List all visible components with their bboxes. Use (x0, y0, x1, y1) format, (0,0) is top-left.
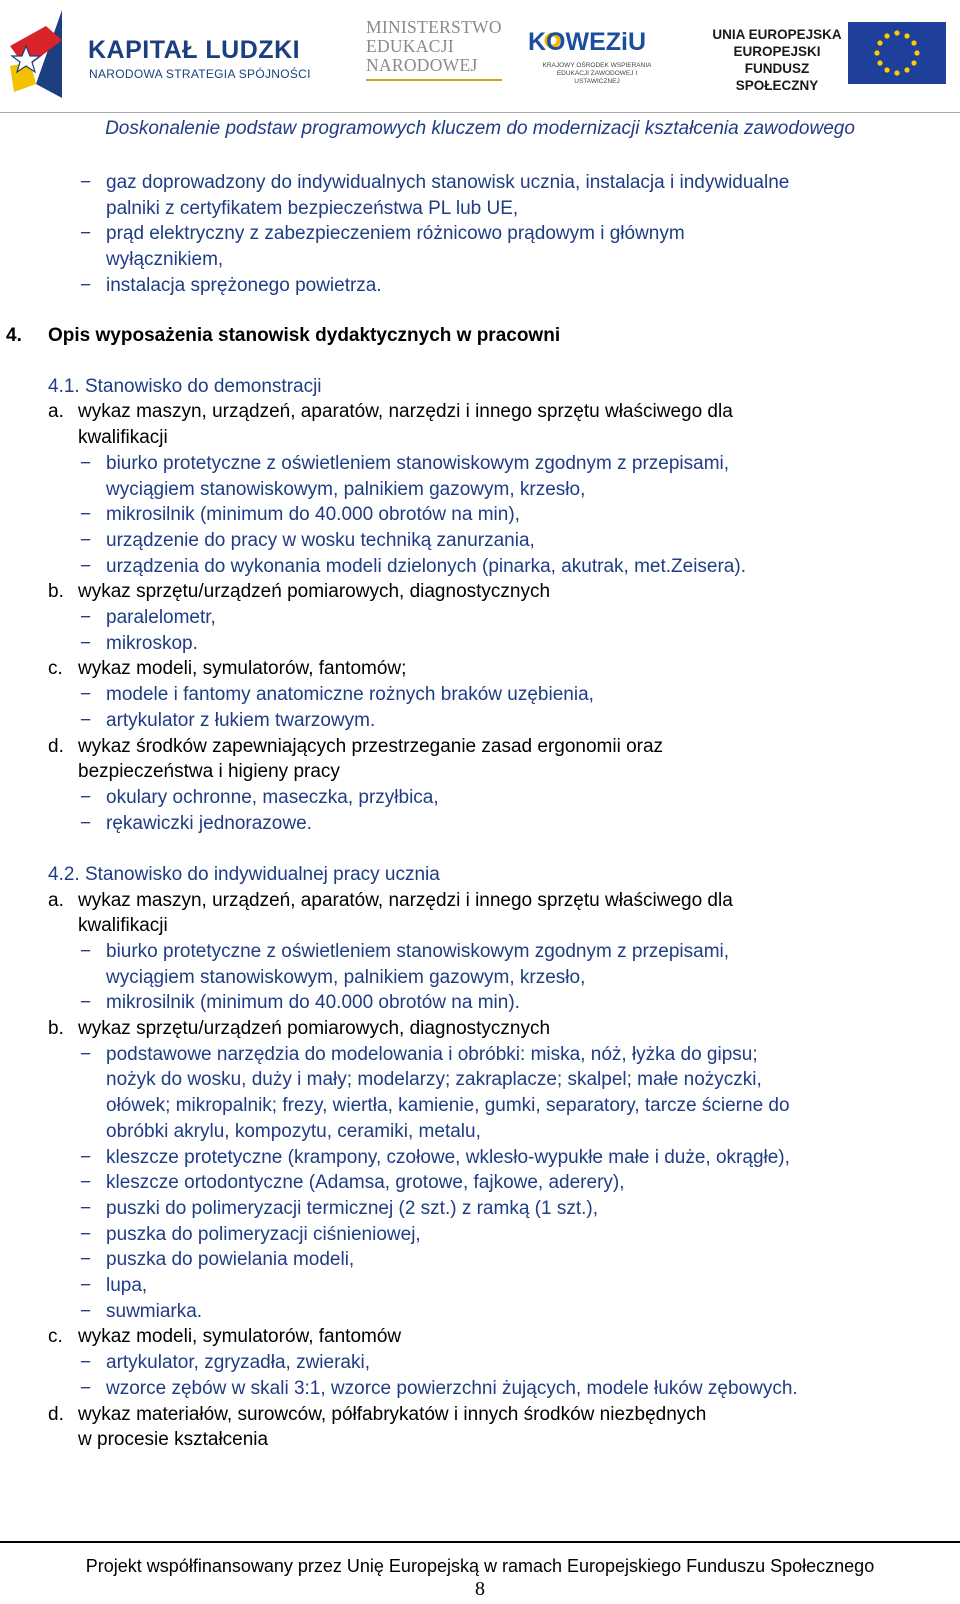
header-rule (0, 112, 960, 113)
list-text: wykaz materiałów, surowców, półfabrykatów i innych środków niezbędnych (78, 1403, 707, 1425)
text-line-cont (106, 1093, 790, 1119)
item-text: prąd elektryczny z zabezpieczeniem różnicowo prądowym i głównym (106, 223, 685, 245)
text-line-dash (80, 1042, 758, 1068)
dash-bullet: − (80, 223, 92, 245)
text-line-letter (48, 1324, 402, 1350)
text-line-lcont (78, 425, 168, 451)
dash-bullet: − (80, 1275, 92, 1296)
text-line-cont (106, 196, 518, 222)
dash-bullet: − (80, 632, 92, 654)
text-line-dash (80, 682, 594, 708)
text-line-lcont (78, 1427, 268, 1453)
text-line-dash (80, 1273, 148, 1299)
text-line-dash (80, 273, 382, 299)
dash-bullet: − (80, 555, 92, 577)
page-number: 8 (475, 1578, 485, 1600)
dash-bullet: − (80, 1352, 92, 1374)
footer-text: Projekt współfinansowany przez Unię Europejską w ramach Europejskiego Funduszu Społecznego (85, 1556, 875, 1576)
list-text: bezpieczeństwa i higieny pracy (78, 761, 340, 783)
item-text: puszka do polimeryzacji ciśnieniowej, (106, 1223, 421, 1245)
dash-bullet: − (80, 940, 92, 962)
text-line-dash (80, 1222, 421, 1248)
text-line-dash (80, 221, 685, 247)
dash-bullet: − (80, 992, 92, 1014)
list-letter: b. (48, 581, 64, 603)
list-text: kwalifikacji (78, 427, 168, 449)
dash-bullet: − (80, 607, 92, 628)
text-line-dash (80, 1376, 798, 1402)
text-line-dash (80, 939, 730, 965)
list-letter: a. (48, 889, 64, 911)
dash-bullet: − (80, 274, 92, 296)
dash-bullet: − (80, 709, 92, 731)
text-line-cont (106, 1067, 762, 1093)
item-text: biurko protetyczne z oświetleniem stanowiskowym zgodnym z przepisami, (106, 940, 730, 962)
item-text: instalacja sprężonego powietrza. (106, 274, 382, 296)
list-letter: d. (48, 1403, 64, 1425)
list-letter: a. (48, 401, 64, 423)
list-text: wykaz maszyn, urządzeń, aparatów, narzędzi i innego sprzętu właściwego dla (78, 401, 733, 423)
list-text: wykaz maszyn, urządzeń, aparatów, narzędzi i innego sprzętu właściwego dla (78, 889, 733, 911)
text-line-cont (106, 477, 585, 503)
item-text: podstawowe narzędzia do modelowania i obróbki: miska, nóż, łyżka do gipsu; (106, 1043, 758, 1065)
ue-fundusz-logo-text (702, 26, 852, 94)
text-line-letter (48, 1016, 551, 1042)
logo-bar (0, 0, 960, 108)
list-text: wykaz sprzętu/urządzeń pomiarowych, diagnostycznych (78, 1018, 551, 1039)
text-line-dash (80, 170, 790, 196)
item-text: artykulator, zgryzadła, zwieraki, (106, 1352, 370, 1374)
text-line-dash (80, 708, 376, 734)
item-text: obróbki akrylu, kompozytu, ceramiki, metalu, (106, 1120, 481, 1142)
item-text: suwmiarka. (106, 1300, 203, 1322)
ministerstwo-underline (366, 79, 502, 81)
ministerstwo-line-2: EDUKACJI (366, 36, 454, 56)
text-line-letter (48, 579, 551, 605)
text-line-letter (48, 888, 733, 914)
text-line-letter (48, 656, 407, 682)
dash-bullet: − (80, 529, 92, 551)
item-text: puszka do powielania modeli, (106, 1249, 355, 1271)
text-line-dash (80, 554, 746, 580)
list-letter: d. (48, 735, 64, 757)
item-text: gaz doprowadzony do indywidualnych stanowisk ucznia, instalacja i indywidualne (106, 172, 790, 193)
text-line-dash (80, 990, 520, 1016)
text-line-h1 (6, 323, 561, 349)
dash-bullet: − (80, 452, 92, 474)
subsection-heading: 4.2. Stanowisko do indywidualnej pracy ucznia (48, 863, 440, 885)
text-line-dash (80, 1350, 370, 1376)
dash-bullet: − (80, 812, 92, 834)
section-heading: Opis wyposażenia stanowisk dydaktycznych w pracowni (48, 325, 561, 346)
item-text: wzorce zębów w skali 3:1, wzorce powierzchni żujących, modele łuków zębowych. (106, 1377, 798, 1399)
ue-line-1: UNIA EUROPEJSKA (712, 27, 842, 42)
text-line-lcont (78, 759, 340, 785)
item-text: mikroskop. (106, 632, 198, 654)
dash-bullet: − (80, 1043, 92, 1065)
text-line-dash (80, 502, 520, 528)
item-text: artykulator z łukiem twarzowym. (106, 709, 376, 731)
text-line-letter (48, 734, 664, 760)
ministerstwo-logo (366, 18, 506, 75)
text-line-cont (106, 247, 223, 273)
text-line-dash (80, 605, 216, 631)
text-line-lcont (78, 913, 168, 939)
kapital-ludzki-subtitle: NARODOWA STRATEGIA SPÓJNOŚCI (89, 67, 311, 81)
dash-bullet: − (80, 1249, 92, 1271)
item-text: modele i fantomy anatomiczne rożnych braków uzębienia, (106, 684, 594, 706)
item-text: lupa, (106, 1275, 148, 1296)
ministerstwo-line-3: NARODOWEJ (366, 55, 478, 75)
dash-bullet: − (80, 1146, 92, 1168)
list-letter: c. (48, 1326, 63, 1348)
item-text: wyłącznikiem, (106, 249, 224, 271)
item-text: nożyk do wosku, duży i mały; modelarzy; zakraplacze; skalpel; małe nożyczki, (106, 1069, 762, 1091)
list-letter: b. (48, 1018, 64, 1039)
item-text: urządzenia do wykonania modeli dzielonych (pinarka, akutrak, met.Zeisera). (106, 555, 746, 577)
dash-bullet: − (80, 1172, 92, 1194)
list-text: kwalifikacji (78, 915, 168, 937)
ministerstwo-line-1: MINISTERSTWO (366, 17, 502, 37)
item-text: wyciągiem stanowiskowym, palnikiem gazowym, krzesło, (106, 966, 586, 988)
text-line-cont (106, 965, 585, 991)
text-line-dash (80, 785, 439, 811)
kowezu-subtitle: KRAJOWY OŚRODEK WSPIERANIA EDUKACJI ZAWODOWEJ I USTAWICZNEJ (542, 62, 652, 85)
dash-bullet: − (80, 1300, 92, 1322)
item-text: urządzenie do pracy w wosku techniką zanurzania, (106, 529, 535, 551)
dash-bullet: − (80, 504, 92, 526)
item-text: puszki do polimeryzacji termicznej (2 szt.) z ramką (1 szt.), (106, 1197, 599, 1219)
ue-line-3: FUNDUSZ SPOŁECZNY (735, 61, 819, 93)
list-text: wykaz modeli, symulatorów, fantomów; (78, 658, 407, 680)
text-line-dash (80, 1299, 203, 1325)
item-text: mikrosilnik (minimum do 40.000 obrotów na min). (106, 992, 520, 1014)
text-line-dash (80, 1196, 599, 1222)
item-text: palniki z certyfikatem bezpieczeństwa PL lub UE, (106, 197, 519, 219)
footer-rule (0, 1541, 960, 1543)
dash-bullet: − (80, 684, 92, 706)
text-line-dash (80, 528, 535, 554)
dash-bullet: − (80, 1197, 92, 1219)
text-line-h2 (48, 374, 322, 400)
item-text: kleszcze ortodontyczne (Adamsa, grotowe, fajkowe, aderery), (106, 1172, 625, 1194)
text-line-h2 (48, 862, 440, 888)
document-running-title: Doskonalenie podstaw programowych kluczem do modernizacji kształcenia zawodowego (105, 118, 855, 139)
list-text: w procesie kształcenia (78, 1429, 269, 1451)
text-line-letter (48, 1402, 707, 1428)
ue-line-2: EUROPEJSKI (733, 44, 821, 59)
item-text: paralelometr, (106, 607, 216, 628)
item-text: okulary ochronne, maseczka, przyłbica, (106, 786, 439, 808)
dash-bullet: − (80, 786, 92, 808)
text-line-dash (80, 811, 312, 837)
list-text: wykaz środków zapewniających przestrzeganie zasad ergonomii oraz (78, 735, 664, 757)
item-text: ołówek; mikropalnik; frezy, wiertła, kamienie, gumki, separatory, tarcze ścierne do (106, 1095, 790, 1117)
text-line-cont (106, 1119, 481, 1145)
text-line-dash (80, 631, 198, 657)
list-text: wykaz sprzętu/urządzeń pomiarowych, diagnostycznych (78, 581, 551, 603)
text-line-dash (80, 1145, 790, 1171)
dash-bullet: − (80, 172, 92, 193)
kowezu-title: KOWEZiU (528, 28, 647, 56)
dash-bullet: − (80, 1377, 92, 1399)
item-text: rękawiczki jednorazowe. (106, 812, 312, 834)
list-text: wykaz modeli, symulatorów, fantomów (78, 1326, 402, 1348)
text-line-dash (80, 451, 730, 477)
section-number: 4. (6, 325, 22, 346)
text-line-letter (48, 399, 733, 425)
dash-bullet: − (80, 1223, 92, 1245)
eu-flag-icon (848, 22, 946, 84)
subsection-heading: 4.1. Stanowisko do demonstracji (48, 375, 322, 397)
kapital-ludzki-logo-icon (6, 6, 66, 102)
text-line-dash (80, 1247, 355, 1273)
item-text: kleszcze protetyczne (krampony, czołowe, wklesło-wypukłe małe i duże, okrągłe), (106, 1146, 790, 1168)
list-letter: c. (48, 658, 63, 680)
item-text: wyciągiem stanowiskowym, palnikiem gazowym, krzesło, (106, 478, 586, 500)
kapital-ludzki-title: KAPITAŁ LUDZKI (88, 36, 301, 64)
item-text: mikrosilnik (minimum do 40.000 obrotów na min), (106, 504, 520, 526)
text-line-dash (80, 1170, 625, 1196)
item-text: biurko protetyczne z oświetleniem stanowiskowym zgodnym z przepisami, (106, 452, 730, 474)
